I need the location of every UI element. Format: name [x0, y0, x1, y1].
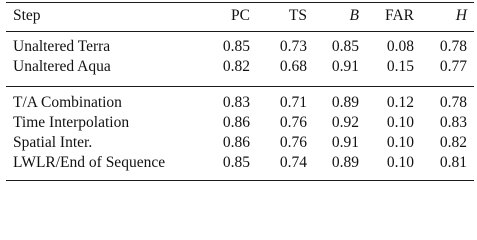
cell-step: T/A Combination — [13, 94, 122, 111]
cell-pc: 0.86 — [222, 134, 250, 151]
table-row — [0, 57, 477, 77]
table-row — [0, 37, 477, 57]
cell-h: 0.78 — [439, 38, 467, 55]
bottom-rule — [6, 180, 474, 181]
header-far: FAR — [384, 7, 414, 24]
cell-far: 0.10 — [386, 114, 414, 131]
top-rule — [6, 2, 474, 3]
cell-ts: 0.76 — [279, 134, 307, 151]
header-pc: PC — [231, 7, 250, 24]
cell-pc: 0.86 — [222, 114, 250, 131]
cell-h: 0.83 — [439, 114, 467, 131]
cell-ts: 0.68 — [279, 58, 307, 75]
cell-b: 0.89 — [331, 94, 359, 111]
cell-far: 0.10 — [386, 134, 414, 151]
cell-step: Time Interpolation — [13, 114, 130, 131]
header-b: B — [349, 7, 359, 24]
table-row — [0, 153, 477, 173]
cell-step: Unaltered Terra — [13, 38, 111, 55]
cell-pc: 0.82 — [222, 58, 250, 75]
cell-ts: 0.74 — [279, 154, 307, 171]
cell-ts: 0.71 — [279, 94, 307, 111]
cell-b: 0.92 — [331, 114, 359, 131]
cell-far: 0.15 — [386, 58, 414, 75]
cell-h: 0.82 — [439, 134, 467, 151]
group-rule — [6, 86, 474, 87]
table-row — [0, 113, 477, 133]
header-h: H — [455, 7, 467, 24]
table-row — [0, 133, 477, 153]
cell-b: 0.89 — [331, 154, 359, 171]
cell-far: 0.10 — [386, 154, 414, 171]
header-step: Step — [13, 7, 41, 24]
cell-step: Unaltered Aqua — [13, 58, 111, 75]
cell-b: 0.91 — [331, 58, 359, 75]
cell-pc: 0.85 — [222, 154, 250, 171]
cell-step: Spatial Inter. — [13, 134, 93, 151]
header-row — [0, 6, 477, 26]
cell-h: 0.77 — [439, 58, 467, 75]
header-rule — [6, 31, 474, 32]
cell-ts: 0.76 — [279, 114, 307, 131]
cell-far: 0.12 — [386, 94, 414, 111]
cell-ts: 0.73 — [279, 38, 307, 55]
cell-step: LWLR/End of Sequence — [13, 154, 166, 171]
cell-h: 0.78 — [439, 94, 467, 111]
header-ts: TS — [288, 7, 307, 24]
table-row — [0, 93, 477, 113]
cell-b: 0.85 — [331, 38, 359, 55]
cell-far: 0.08 — [386, 38, 414, 55]
cell-h: 0.81 — [439, 154, 467, 171]
cell-b: 0.91 — [331, 134, 359, 151]
cell-pc: 0.83 — [222, 94, 250, 111]
cell-pc: 0.85 — [222, 38, 250, 55]
